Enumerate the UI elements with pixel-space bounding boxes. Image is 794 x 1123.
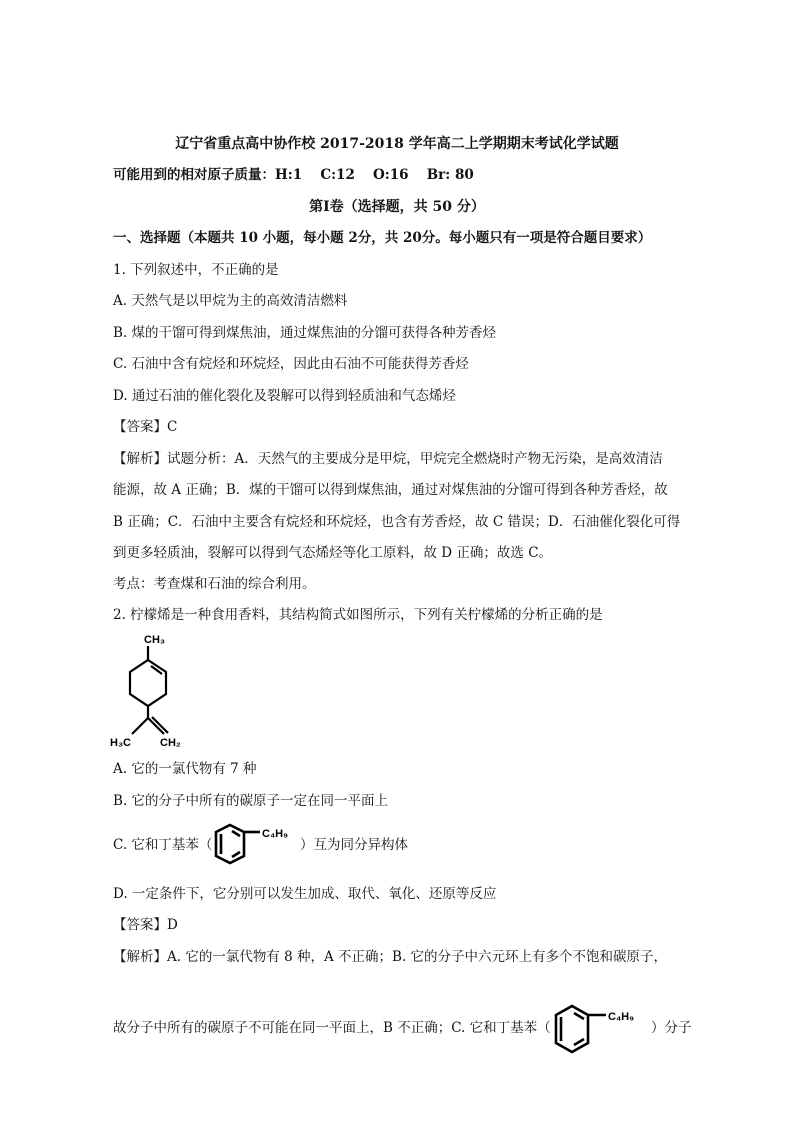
q2-option-c-suffix: ）互为同分异构体 (300, 837, 408, 853)
c4h9-label: C₄H₉ (262, 828, 289, 840)
butylbenzene-structure-diagram (212, 820, 302, 868)
q2-option-a: A. 它的一氯代物有 7 种 (113, 761, 257, 777)
q2-answer: 【答案】D (113, 917, 178, 933)
part-heading: 一、选择题（本题共 10 小题，每小题 2分，共 20分。每小题只有一项是符合题目要求） (113, 230, 652, 246)
q1-analysis-line: 能源，故 A 正确；B．煤的干馏可以得到煤焦油，通过对煤焦油的分馏可得到各种芳香烃，故 (113, 482, 668, 498)
q2-stem: 2. 柠檬烯是一种食用香料，其结构简式如图所示，下列有关柠檬烯的分析正确的是 (113, 607, 603, 623)
q1-option-d: D. 通过石油的催化裂化及裂解可以得到轻质油和气态烯烃 (113, 388, 456, 404)
q2-option-d: D. 一定条件下，它分别可以发生加成、取代、氧化、还原等反应 (113, 886, 497, 902)
q2-analysis-line: 【解析】A. 它的一氯代物有 8 种，A 不正确；B. 它的分子中六元环上有多个不饱和碳原子， (113, 949, 668, 965)
q2-option-b: B. 它的分子中所有的碳原子一定在同一平面上 (113, 793, 389, 809)
q2-analysis-2-suffix: ）分子 (651, 1020, 692, 1036)
page-title: 辽宁省重点高中协作校 2017-2018 学年高二上学期期末考试化学试题 (175, 136, 619, 152)
ch2-label: CH₂ (160, 737, 181, 749)
c4h9-label: C₄H₉ (608, 1011, 635, 1023)
q1-analysis-line: 到更多轻质油，裂解可以得到气态烯烃等化工原料，故 D 正确；故选 C。 (113, 545, 553, 561)
q1-analysis-line: B 正确；C．石油中主要含有烷烃和环烷烃，也含有芳香烃，故 C 错误；D．石油催化裂化可得 (113, 514, 681, 530)
q1-option-b: B. 煤的干馏可得到煤焦油，通过煤焦油的分馏可获得各种芳香烃 (113, 325, 497, 341)
q2-analysis-2-prefix: 故分子中所有的碳原子不可能在同一平面上，B 不正确；C. 它和丁基苯（ (113, 1020, 551, 1036)
atomic-masses-line: 可能用到的相对原子质量：H:1 C:12 O:16 Br: 80 (113, 167, 474, 183)
ch3-top-label: CH₃ (144, 634, 165, 646)
q2-analysis-line (113, 1019, 551, 1037)
section-title: 第Ⅰ卷（选择题，共 50 分） (309, 199, 485, 215)
q1-stem: 1. 下列叙述中，不正确的是 (113, 262, 279, 278)
q2-option-c (113, 836, 212, 854)
q1-option-c: C. 石油中含有烷烃和环烷烃，因此由石油不可能获得芳香烃 (113, 356, 469, 372)
q1-option-a: A. 天然气是以甲烷为主的高效清洁燃料 (113, 293, 348, 309)
q1-answer: 【答案】C (113, 419, 178, 435)
h3c-label: H₃C (110, 737, 131, 749)
q1-analysis-line: 【解析】试题分析：A．天然气的主要成分是甲烷，甲烷完全燃烧时产物无污染，是高效清洁 (113, 451, 663, 467)
limonene-structure-diagram (108, 628, 190, 750)
q1-kaodian: 考点：考查煤和石油的综合利用。 (113, 576, 316, 592)
butylbenzene-structure-diagram (552, 1001, 652, 1057)
q2-option-c-prefix: C. 它和丁基苯（ (113, 837, 213, 853)
